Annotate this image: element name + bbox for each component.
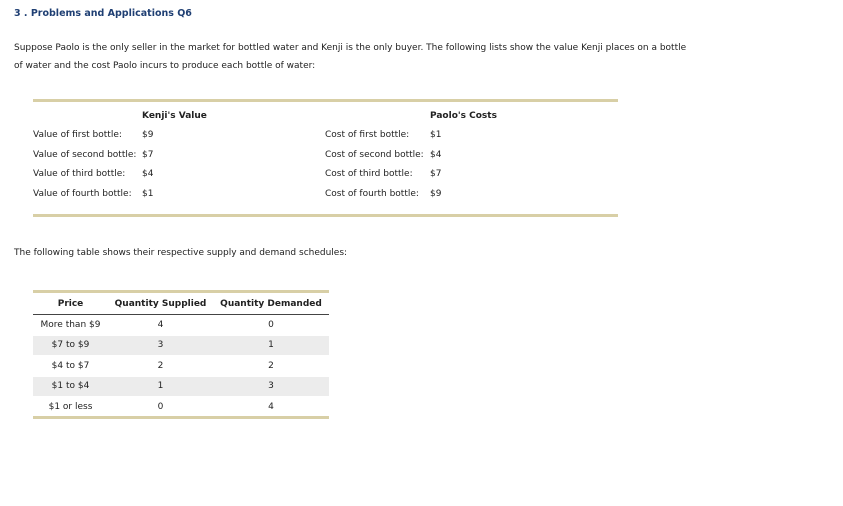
quantity-supplied-cell: 4 [108, 315, 213, 336]
kenji-row-value: $7 [142, 150, 154, 160]
values-table-bottom-rule [33, 214, 618, 217]
paolo-row-value: $9 [430, 189, 442, 199]
quantity-demanded-cell: 0 [213, 315, 329, 336]
paolo-row-value: $1 [430, 130, 442, 140]
table-row [33, 397, 329, 418]
table-row [33, 335, 329, 356]
paolo-costs-header: Paolo's Costs [430, 111, 497, 121]
schedule-bottom-rule [33, 416, 329, 419]
paolo-row-value: $7 [430, 169, 442, 179]
schedule-intro-text: The following table shows their respective supply and demand schedules: [14, 248, 348, 258]
paolo-row-label: Cost of fourth bottle: [325, 189, 419, 199]
schedule-top-rule [33, 290, 329, 293]
price-column-header: Price [33, 294, 108, 315]
kenji-row-value: $9 [142, 130, 154, 140]
quantity-supplied-cell: 2 [108, 356, 213, 377]
quantity-demanded-column-header: Quantity Demanded [213, 294, 329, 315]
intro-line-1: Suppose Paolo is the only seller in the market for bottled water and Kenji is the only buyer. The following lists show the value Kenji places on a bottle [14, 43, 687, 53]
price-cell: $1 to $4 [33, 376, 108, 397]
quantity-demanded-cell: 1 [213, 335, 329, 356]
price-cell: More than $9 [33, 315, 108, 336]
paolo-row-label: Cost of third bottle: [325, 169, 413, 179]
kenji-row-label: Value of second bottle: [33, 150, 137, 160]
quantity-supplied-cell: 0 [108, 397, 213, 418]
price-cell: $7 to $9 [33, 335, 108, 356]
question-heading: 3 . Problems and Applications Q6 [14, 8, 192, 19]
table-header-row [33, 294, 329, 315]
intro-text [14, 39, 714, 75]
quantity-demanded-cell: 2 [213, 356, 329, 377]
quantity-demanded-cell: 3 [213, 376, 329, 397]
paolo-row-label: Cost of first bottle: [325, 130, 410, 140]
quantity-supplied-column-header: Quantity Supplied [108, 294, 213, 315]
quantity-demanded-cell: 4 [213, 397, 329, 418]
kenji-row-label: Value of fourth bottle: [33, 189, 132, 199]
kenji-row-value: $1 [142, 189, 154, 199]
supply-demand-table [33, 294, 329, 418]
paolo-row-value: $4 [430, 150, 442, 160]
kenji-value-header: Kenji's Value [142, 111, 207, 121]
values-table-top-rule [33, 99, 618, 102]
table-row [33, 376, 329, 397]
price-cell: $1 or less [33, 397, 108, 418]
intro-line-2: of water and the cost Paolo incurs to produce each bottle of water: [14, 61, 316, 71]
price-cell: $4 to $7 [33, 356, 108, 377]
table-row [33, 356, 329, 377]
paolo-row-label: Cost of second bottle: [325, 150, 424, 160]
kenji-row-label: Value of third bottle: [33, 169, 126, 179]
quantity-supplied-cell: 3 [108, 335, 213, 356]
kenji-row-value: $4 [142, 169, 154, 179]
quantity-supplied-cell: 1 [108, 376, 213, 397]
table-row [33, 315, 329, 336]
kenji-row-label: Value of first bottle: [33, 130, 122, 140]
